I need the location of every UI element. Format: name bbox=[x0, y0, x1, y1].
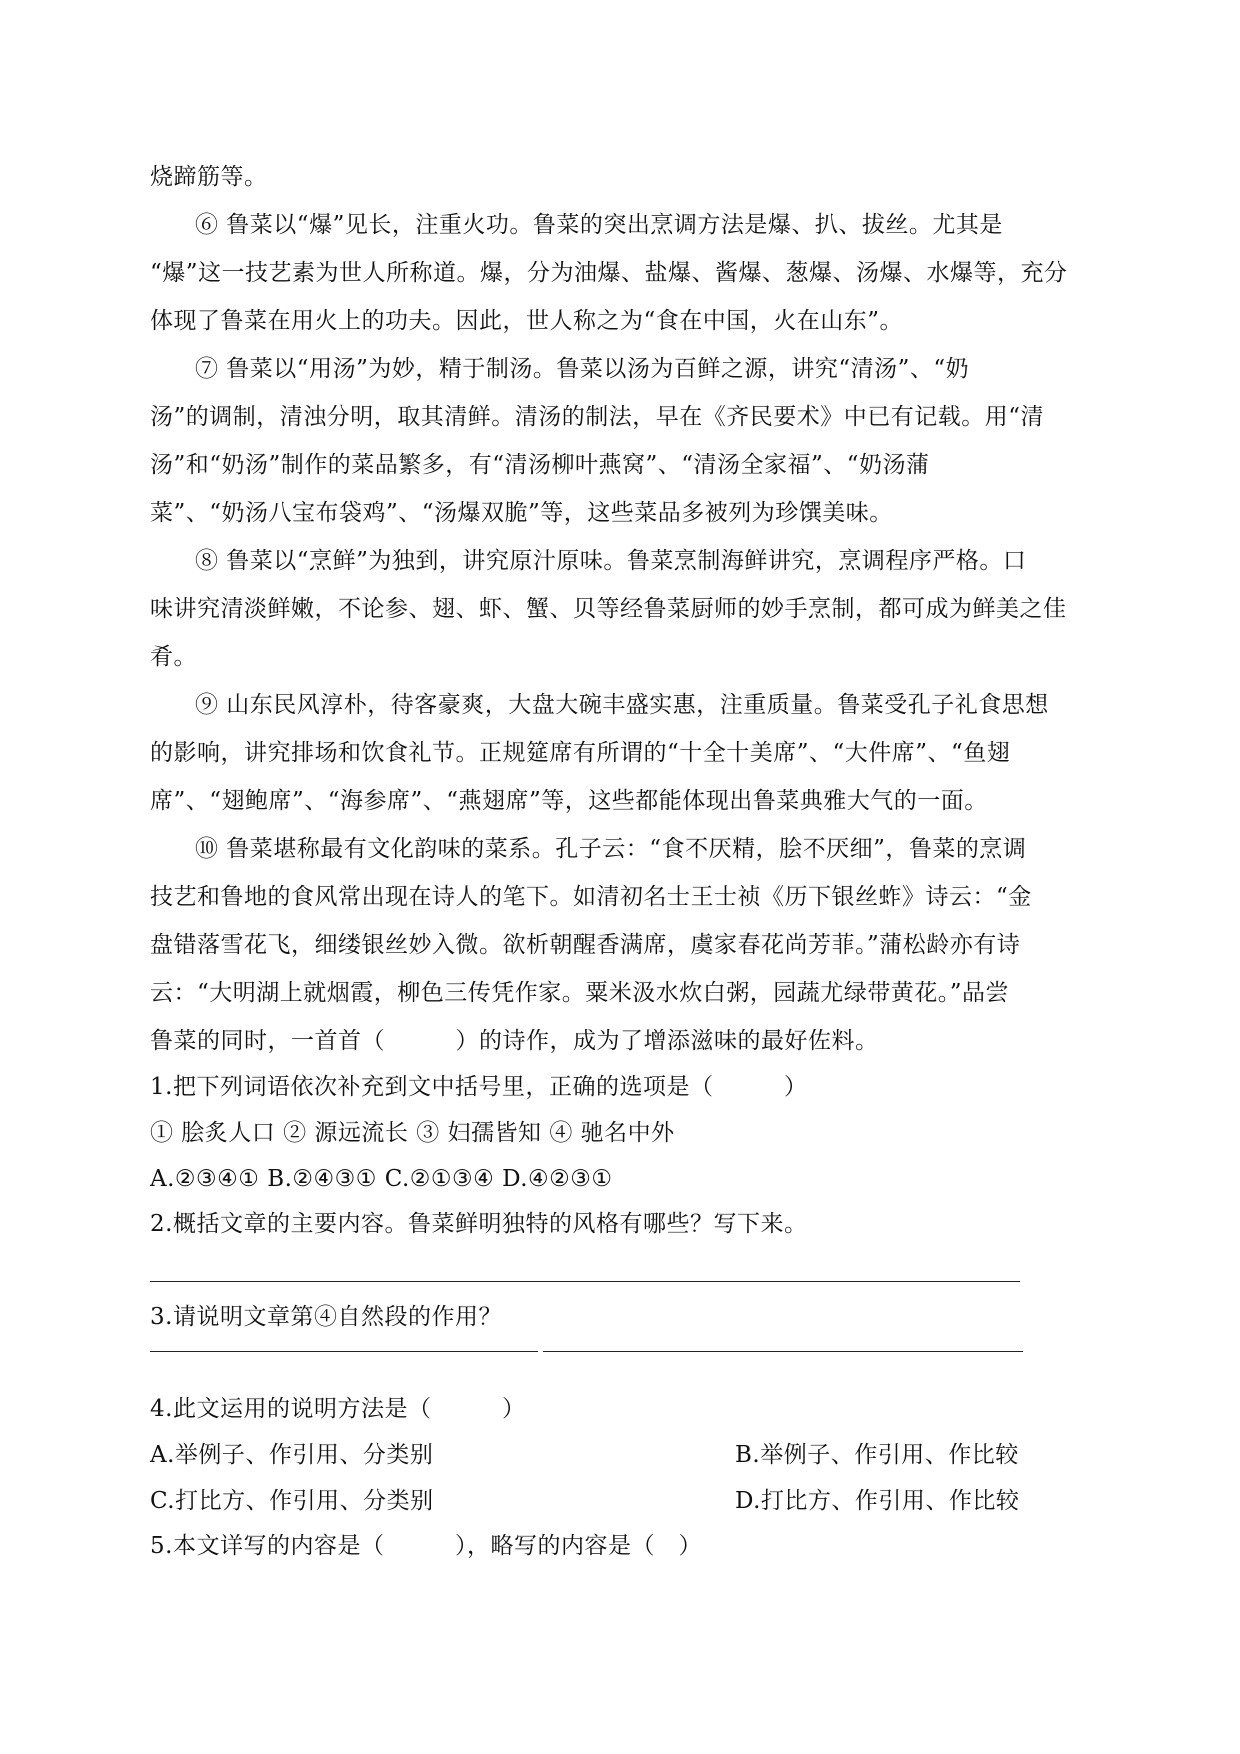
question-2-stem: 2.概括文章的主要内容。鲁菜鲜明独特的风格有哪些？写下来。 bbox=[150, 1211, 808, 1237]
question-4-option-c[interactable]: C.打比方、作引用、分类别 bbox=[150, 1488, 434, 1514]
paragraph-6-line-2: “爆”这一技艺素为世人所称道。爆，分为油爆、盐爆、酱爆、葱爆、汤爆、水爆等，充分 bbox=[150, 260, 1068, 286]
paragraph-7-line-3: 汤”和“奶汤”制作的菜品繁多，有“清汤柳叶燕窝”、“清汤全家福”、“奶汤蒲 bbox=[150, 452, 930, 478]
paragraph-10-line-3: 盘错落雪花飞，细缕银丝妙入微。欲析朝醒香满席，虞家春花尚芳菲。”蒲松龄亦有诗 bbox=[150, 932, 1021, 958]
paragraph-8-line-1: ⑧ 鲁菜以“烹鲜”为独到，讲究原汁原味。鲁菜烹制海鲜讲究，烹调程序严格。口 bbox=[195, 548, 1027, 574]
paragraph-10-line-4: 云：“大明湖上就烟霞，柳色三传凭作家。粟米汲水炊白粥，园蔬尤绿带黄花。”品尝 bbox=[150, 980, 1010, 1006]
question-5-stem: 5.本文详写的内容是（ ），略写的内容是（ ） bbox=[150, 1533, 702, 1559]
question-4-row-2 bbox=[150, 1486, 1100, 1516]
question-1-words: ① 脍炙人口 ② 源远流长 ③ 妇孺皆知 ④ 驰名中外 bbox=[150, 1120, 675, 1146]
paragraph-9-line-1: ⑨ 山东民风淳朴，待客豪爽，大盘大碗丰盛实惠，注重质量。鲁菜受孔子礼食思想 bbox=[195, 692, 1049, 718]
question-4-option-d[interactable]: D.打比方、作引用、作比较 bbox=[735, 1488, 1020, 1514]
answer-line-q2[interactable] bbox=[150, 1281, 1020, 1282]
question-4-row-1 bbox=[150, 1440, 1100, 1470]
question-3-stem: 3.请说明文章第④自然段的作用？ bbox=[150, 1304, 502, 1330]
paragraph-10-line-1: ⑩ 鲁菜堪称最有文化韵味的菜系。孔子云：“食不厌精，脍不厌细”，鲁菜的烹调 bbox=[195, 836, 1027, 862]
answer-line-q3-right[interactable] bbox=[543, 1351, 1023, 1352]
question-4-option-b[interactable]: B.举例子、作引用、作比较 bbox=[735, 1442, 1019, 1468]
paragraph-10-line-5: 鲁菜的同时，一首首（ ）的诗作，成为了增添滋味的最好佐料。 bbox=[150, 1028, 879, 1054]
paragraph-9-line-3: 席”、“翅鲍席”、“海参席”、“燕翅席”等，这些都能体现出鲁菜典雅大气的一面。 bbox=[150, 788, 988, 814]
paragraph-7-line-1: ⑦ 鲁菜以“用汤”为妙，精于制汤。鲁菜以汤为百鲜之源，讲究“清汤”、“奶 bbox=[195, 356, 970, 382]
paragraph-6-line-1: ⑥ 鲁菜以“爆”见长，注重火功。鲁菜的突出烹调方法是爆、扒、拔丝。尤其是 bbox=[195, 212, 1003, 238]
paragraph-10-line-2: 技艺和鲁地的食风常出现在诗人的笔下。如清初名士王士祯《历下银丝蚱》诗云：“金 bbox=[150, 884, 1032, 910]
paragraph-6-line-3: 体现了鲁菜在用火上的功夫。因此，世人称之为“食在中国，火在山东”。 bbox=[150, 308, 904, 334]
question-4-option-a[interactable]: A.举例子、作引用、分类别 bbox=[150, 1442, 434, 1468]
paragraph-7-line-2: 汤”的调制，清浊分明，取其清鲜。清汤的制法，早在《齐民要术》中已有记载。用“清 bbox=[150, 404, 1045, 430]
paragraph-8-line-2: 味讲究清淡鲜嫩，不论参、翅、虾、蟹、贝等经鲁菜厨师的妙手烹制，都可成为鲜美之佳 bbox=[150, 596, 1067, 622]
question-1-stem: 1.把下列词语依次补充到文中括号里，正确的选项是（ ） bbox=[150, 1074, 808, 1100]
question-4-stem: 4.此文运用的说明方法是（ ） bbox=[150, 1396, 526, 1422]
paragraph-5-tail: 烧蹄筋等。 bbox=[150, 164, 268, 190]
paragraph-9-line-2: 的影响，讲究排场和饮食礼节。正规筵席有所谓的“十全十美席”、“大件席”、“鱼翅 bbox=[150, 740, 1011, 766]
paragraph-7-line-4: 菜”、“奶汤八宝布袋鸡”、“汤爆双脆”等，这些菜品多被列为珍馔美味。 bbox=[150, 500, 893, 526]
answer-line-q3-left[interactable] bbox=[150, 1351, 538, 1352]
question-1-options: A.②③④① B.②④③① C.②①③④ D.④②③① bbox=[150, 1166, 613, 1192]
paragraph-8-line-3: 肴。 bbox=[150, 644, 197, 670]
